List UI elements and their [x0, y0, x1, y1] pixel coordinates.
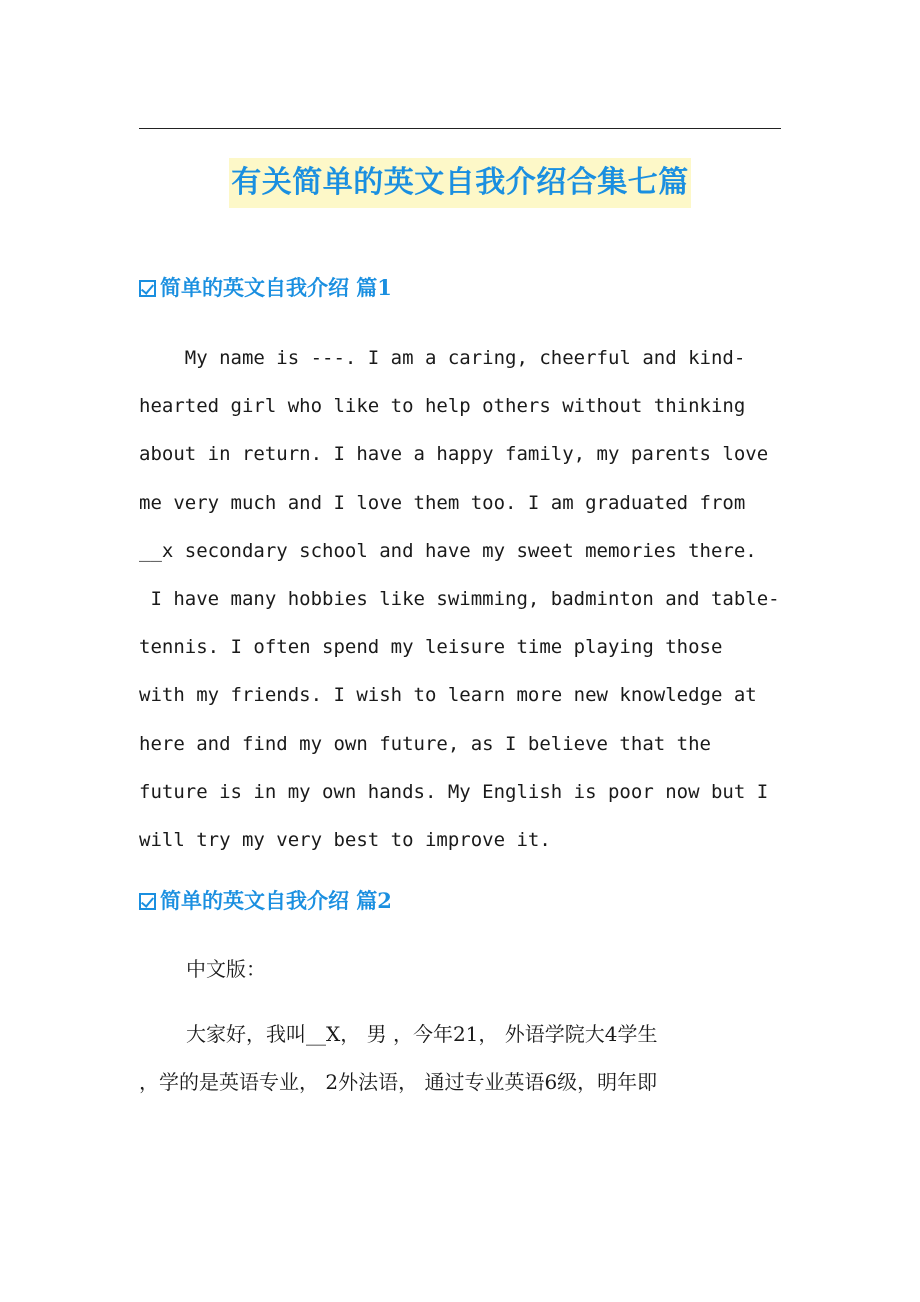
paragraph-line: hearted girl who like to help others without thinking	[139, 395, 746, 418]
paragraph-line: future is in my own hands. My English is poor now but I	[139, 780, 769, 803]
title-container	[0, 158, 920, 208]
chinese-version-label: 中文版：	[186, 957, 266, 981]
paragraph-line: I have many hobbies like swimming, badminton and table-	[139, 587, 780, 610]
check-box-icon	[139, 280, 156, 297]
document-title: 有关简单的英文自我介绍合集七篇	[229, 158, 691, 208]
paragraph-line: tennis. I often spend my leisure time playing those	[139, 636, 723, 659]
chinese-paragraph-line: ，学的是英语专业， 2外法语， 通过专业英语6级，明年即	[139, 1070, 658, 1094]
section-heading-1-text: 简单的英文自我介绍 篇1	[160, 275, 392, 300]
paragraph-line: with my friends. I wish to learn more new knowledge at	[139, 684, 757, 707]
paragraph-line: My name is ---. I am a caring, cheerful and kind-	[139, 347, 746, 369]
paragraph-line: will try my very best to improve it.	[139, 828, 551, 851]
check-box-icon	[139, 893, 156, 910]
paragraph-line: __x secondary school and have my sweet memories there.	[139, 539, 757, 562]
section-heading-2-text: 简单的英文自我介绍 篇2	[160, 888, 392, 913]
header-rule	[139, 128, 781, 129]
english-paragraph	[139, 334, 784, 864]
section-heading-2	[139, 886, 392, 916]
paragraph-line: here and find my own future, as I believe that the	[139, 732, 711, 755]
paragraph-line: me very much and I love them too. I am graduated from	[139, 491, 746, 514]
section-heading-1	[139, 273, 392, 303]
chinese-paragraph-line: 大家好，我叫__X， 男 ，今年21， 外语学院大4学生	[186, 1022, 658, 1046]
paragraph-line: about in return. I have a happy family, my parents love	[139, 443, 769, 466]
